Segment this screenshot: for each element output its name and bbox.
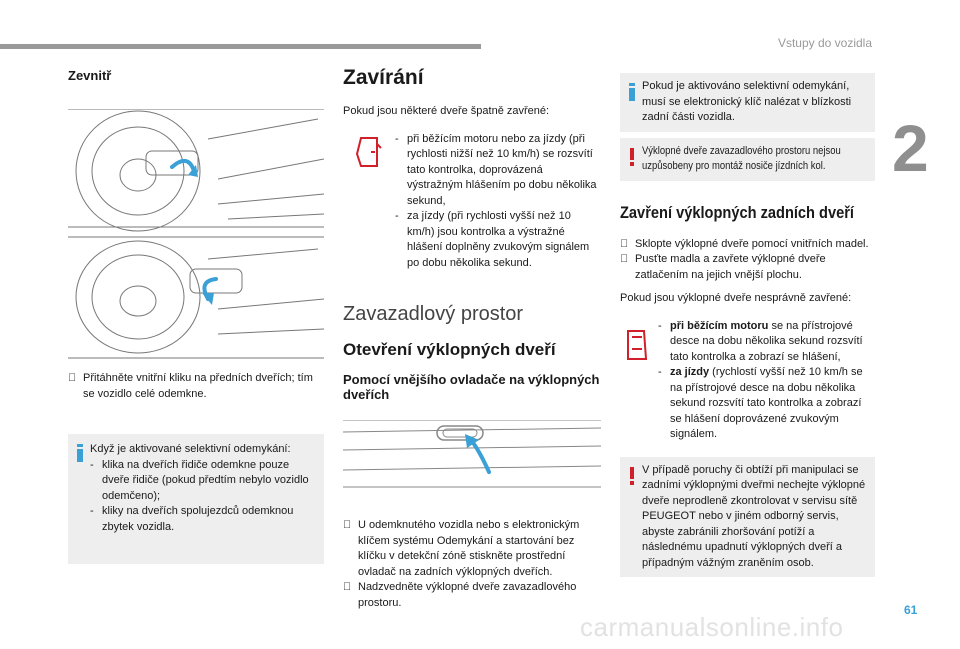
column-1 [68, 60, 324, 564]
zavreni-intro: Pokud jsou výklopné dveře nesprávně zavřené: [620, 292, 852, 304]
bullet-push-tailgate: Pusťte madla a zavřete výklopné dveře zatlačením na jejich vnější plochu. [620, 252, 875, 283]
zavirani-item-1: - při běžícím motoru nebo za jízdy (při rychlosti nižší než 10 km/h) se rozsvítí tato kontrolka, doprovázená výstražným hlášením po dobu několika sekund, [395, 132, 597, 207]
info-item-driver: - klika na dveřích řidiče odemkne pouze dveře řidiče (pokud předtím nebylo vozidlo odemčeno); [90, 458, 309, 502]
info-intro: Když je aktivované selektivní odemykání: [90, 443, 291, 455]
chapter-number: 2 [892, 111, 929, 185]
chapter-title: Vstupy do vozidla [777, 36, 872, 50]
heading-zavazadlovy-prostor: Zavazadlový prostor [343, 303, 524, 325]
heading-otevreni: Otevření výklopných dveří [343, 340, 556, 359]
interior-handle-icon [68, 109, 324, 359]
tailgate-open-warning-icon [624, 327, 650, 363]
bullet-lift-tailgate: Nadzvedněte výklopné dveře zavazadlového prostoru. [343, 580, 601, 611]
info-icon [74, 444, 86, 462]
bullet-lower-tailgate: Sklopte výklopné dveře pomocí vnitřních madel. [620, 237, 875, 253]
zavirani-warning-list [343, 132, 601, 272]
warning-box-malfunction: V případě poruchy či obtíží při manipulaci se zadními výklopnými dveřmi nechejte výklopné dveře neprodleně zkontrolovat v servisu sítě PEUGEOT nebo v jiném odborný servis, abyste zabránili zhoršování potíží a následnému upadnutí výklopných dveří a případným vážným zraněním osob. [620, 457, 875, 578]
heading-vnejsi-ovladac: Pomocí vnějšího ovladače na výklopných dveřích [343, 372, 600, 402]
warning-exclamation-icon [626, 148, 638, 166]
heading-zavirani: Zavírání [343, 66, 424, 89]
door-open-warning-icon [355, 136, 383, 170]
page-number: 61 [904, 603, 918, 617]
bullet-marker-icon [343, 518, 358, 580]
bullet-marker-icon [620, 252, 635, 283]
tailgate-switch-icon [343, 420, 601, 488]
watermark: carmanualsonline.info [580, 612, 844, 642]
top-rule [0, 44, 481, 49]
heading-zevnitr: Zevnitř [68, 68, 112, 83]
bullet-marker-icon [343, 580, 358, 611]
tailgate-illustration [343, 420, 601, 488]
info-box-selective-unlock [68, 434, 324, 564]
door-handle-illustration [68, 109, 324, 359]
zavirani-intro: Pokud jsou některé dveře špatně zavřené: [343, 105, 550, 117]
bullet-press-switch: U odemknutého vozidla nebo s elektronickým klíčem systému Odemykání a startování bez klíčku v detekční zóně stiskněte prostřední ovladač na zadních výklopných dveřích. [343, 518, 601, 580]
info-box-key-position: Pokud je aktivováno selektivní odemykání, musí se elektronický klíč nalézat v blízkosti zadní části vozidla. [620, 73, 875, 132]
zavreni-item-2: - za jízdy (rychlostí vyšší než 10 km/h se na přístrojové desce na dobu několika sekund rozsvítí tato kontrolka a zobrazí se hlášení doprovázené zvukovým signálem. [658, 366, 863, 440]
column-3 [620, 60, 875, 577]
bullet-marker-icon [620, 237, 635, 253]
heading-zavreni: Zavření výklopných zadních dveří [620, 202, 855, 222]
warning-exclamation-icon [626, 467, 638, 485]
info-item-passengers: - kliky na dveřích spolujezdců odemknou zbytek vozidla. [90, 505, 294, 533]
bullet-marker-icon [68, 371, 83, 402]
zavirani-item-2: - za jízdy (při rychlosti vyšší než 10 km/h) jsou kontrolka a výstražné hlášení doplněny zvukovým signálem po dobu několika sekund. [395, 210, 590, 269]
zavreni-warning-list [620, 319, 875, 443]
bullet-pull-handle: Přitáhněte vnitřní kliku na předních dveřích; tím se vozidlo celé odemkne. [68, 371, 324, 402]
warning-box-bike-carrier: Výklopné dveře zavazadlového prostoru nejsou uzpůsobeny pro montáž nosiče jízdních kol. [620, 138, 875, 181]
zavreni-item-1: - při běžícím motoru se na přístrojové desce na dobu několika sekund rozsvítí tato kontrolka a zobrazí se hlášení, [658, 319, 863, 363]
column-2 [343, 60, 601, 611]
info-icon [626, 83, 638, 101]
